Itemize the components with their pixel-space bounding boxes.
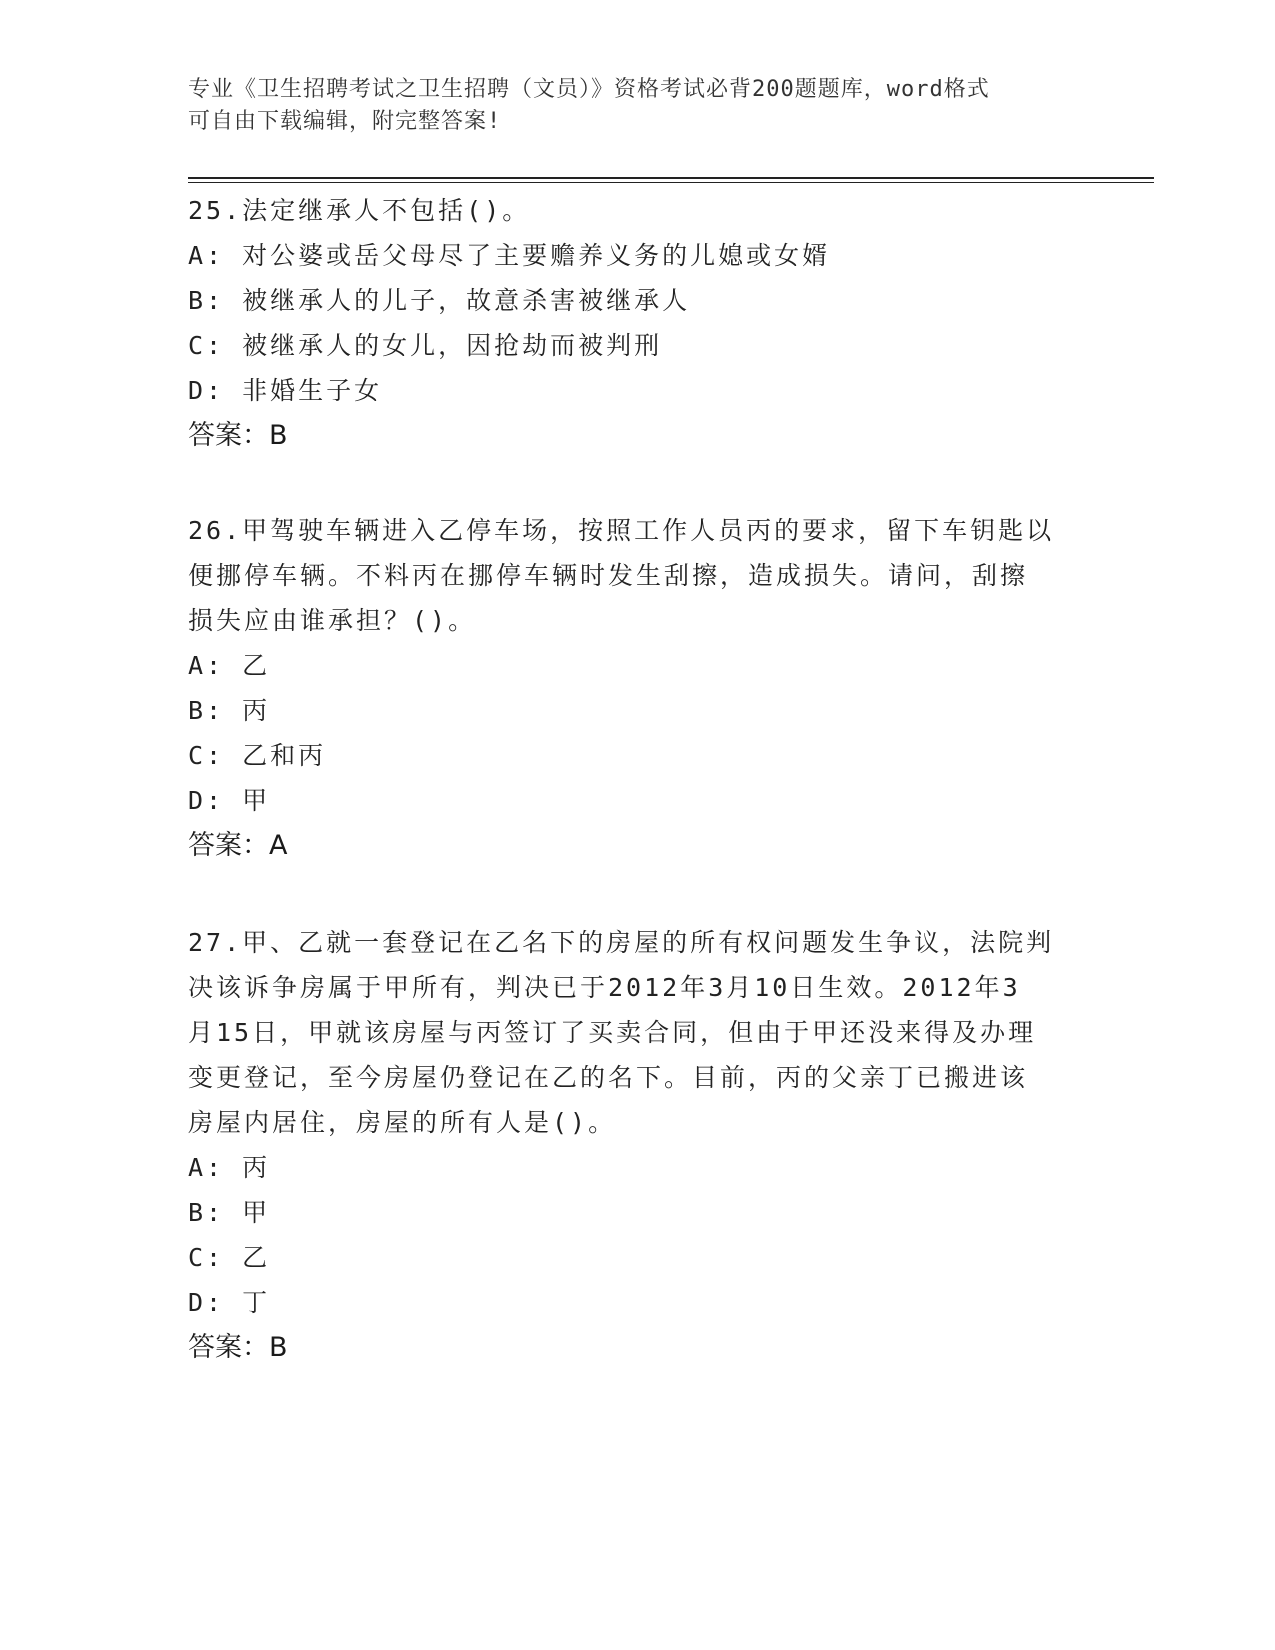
document-header (188, 74, 1088, 138)
option-d: D: 甲 (188, 786, 271, 815)
question-25 (188, 188, 1088, 459)
question-stem: 26.甲驾驶车辆进入乙停车场，按照工作人员丙的要求，留下车钥匙以 (188, 516, 1055, 545)
question-stem: 房屋内居住，房屋的所有人是()。 (188, 1108, 617, 1137)
header-line-2: 可自由下载编辑，附完整答案! (188, 109, 502, 134)
option-d: D: 非婚生子女 (188, 376, 383, 405)
option-d: D: 丁 (188, 1288, 271, 1317)
option-b: B: 被继承人的儿子，故意杀害被继承人 (188, 286, 691, 315)
question-stem: 便挪停车辆。不料丙在挪停车辆时发生刮擦，造成损失。请问，刮擦 (188, 561, 1029, 590)
answer-label: 答案：A (188, 830, 288, 861)
option-c: C: 被继承人的女儿，因抢劫而被判刑 (188, 331, 663, 360)
answer-label: 答案：B (188, 1332, 288, 1363)
header-divider-thick (188, 177, 1154, 179)
question-stem: 决该诉争房属于甲所有，判决已于2012年3月10日生效。2012年3 (188, 973, 1021, 1002)
question-stem: 变更登记，至今房屋仍登记在乙的名下。目前，丙的父亲丁已搬进该 (188, 1063, 1029, 1092)
option-a: A: 丙 (188, 1153, 271, 1182)
question-stem: 月15日，甲就该房屋与丙签订了买卖合同，但由于甲还没来得及办理 (188, 1018, 1037, 1047)
answer-label: 答案：B (188, 420, 288, 451)
option-b: B: 甲 (188, 1198, 271, 1227)
option-b: B: 丙 (188, 696, 271, 725)
question-26 (188, 508, 1088, 869)
option-c: C: 乙 (188, 1243, 271, 1272)
option-c: C: 乙和丙 (188, 741, 327, 770)
question-stem: 损失应由谁承担？()。 (188, 606, 477, 635)
question-stem: 25.法定继承人不包括()。 (188, 196, 531, 225)
header-line-1: 专业《卫生招聘考试之卫生招聘（文员）》资格考试必背200题题库，word格式 (188, 77, 990, 102)
question-27 (188, 920, 1088, 1371)
header-divider-thin (188, 182, 1154, 183)
option-a: A: 对公婆或岳父母尽了主要赡养义务的儿媳或女婿 (188, 241, 831, 270)
question-stem: 27.甲、乙就一套登记在乙名下的房屋的所有权问题发生争议，法院判 (188, 928, 1055, 957)
option-a: A: 乙 (188, 651, 271, 680)
